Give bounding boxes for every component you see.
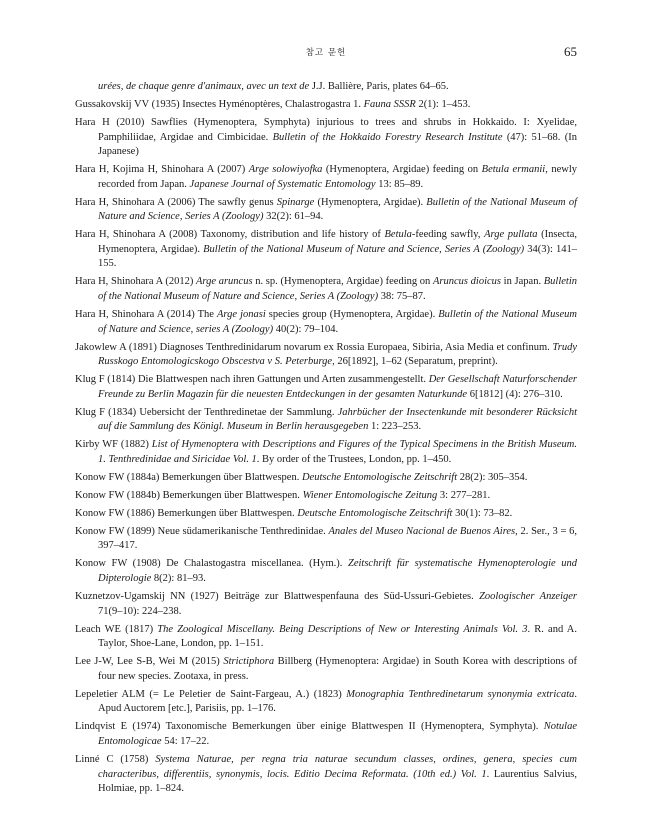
reference-text: 2(1): 1–453. — [415, 98, 471, 110]
reference-text: 54: 17–22. — [161, 735, 210, 747]
reference-text: Kuznetzov-Ugamskij NN (1927) Beiträge zur Blattwespenfauna des Süd-Ussuri-Gebietes. — [75, 591, 480, 603]
reference-italic-text: Arge pullata — [484, 229, 538, 241]
reference-text: in Japan. — [501, 276, 544, 288]
reference-entry — [75, 557, 577, 586]
reference-entry — [75, 507, 577, 522]
reference-text: J.J. Ballière, Paris, plates 64–65. — [309, 81, 449, 92]
reference-italic-text: Zeitschrift für systematische Hymenopterologie und Dipterologie — [98, 558, 577, 585]
reference-italic-text: Bulletin of the National Museum of Nature and Science, series A (Zoology) — [98, 309, 577, 335]
reference-text: 3: 277–281. — [437, 489, 491, 501]
reference-text: . Laurentius Salvius, Holmiae, pp. 1–824. — [98, 768, 578, 795]
reference-text: Hara H, Kojima H, Shinohara A (2007) — [75, 164, 249, 176]
reference-entry — [75, 373, 577, 402]
reference-entry — [75, 623, 577, 652]
reference-italic-text: Anales del Museo Nacional de Buenos Aires — [328, 525, 516, 537]
reference-entry — [75, 525, 577, 554]
reference-entry — [75, 655, 577, 684]
reference-text: n. sp. (Hymenoptera, Argidae) feeding on — [252, 276, 433, 288]
reference-entry — [75, 275, 577, 304]
reference-italic-text: Notulae Entomologicae — [98, 721, 577, 747]
reference-text: Konow FW (1884b) Bemerkungen über Blattwespen. — [75, 489, 303, 501]
reference-text: Hara H, Shinohara A (2006) The sawfly genus — [75, 196, 277, 208]
reference-entry — [75, 753, 577, 797]
reference-text: Konow FW (1884a) Bemerkungen über Blattwespen. — [75, 471, 302, 483]
reference-text: 34(3): 141–155. — [98, 243, 577, 270]
reference-text: , newly recorded from Japan. — [98, 164, 577, 190]
reference-italic-text: Deutsche Entomologische Zeitschrift — [301, 471, 458, 483]
reference-entry — [75, 438, 577, 467]
reference-text: (47): 51–68. (In Japanese) — [98, 131, 577, 158]
reference-list — [75, 80, 577, 800]
reference-text: Lindqvist E (1974) Taxonomische Bemerkungen über einige Blattwespen II (Hymenoptera, Symphyta). — [75, 721, 544, 733]
reference-italic-text: Strictiphora — [223, 656, 275, 668]
reference-text: Billberg (Hymenoptera: Argidae) in South Korea with descriptions of four new species. Zootaxa, in press. — [98, 656, 578, 682]
reference-text: . By order of the Trustees, London, pp. 1–450. — [256, 453, 452, 465]
page-header — [75, 44, 577, 62]
reference-text: 28(2): 305–354. — [457, 471, 528, 483]
reference-text: (Hymenoptera, Argidae) feeding on — [322, 164, 482, 176]
reference-text: . Apud Auctorem [etc.], Parisiis, pp. 1–176. — [98, 688, 577, 715]
reference-text: . R. and A. Taylor, Shoe-Lane, London, pp. 1–151. — [98, 623, 577, 650]
reference-text: Leach WE (1817) — [75, 623, 158, 635]
reference-entry — [75, 80, 577, 95]
reference-entry — [75, 163, 577, 192]
reference-italic-text: Bulletin of the National Museum of Nature and Science, Series A (Zoology) — [98, 196, 577, 223]
reference-italic-text: Monographia Tenthredinetarum synonymia extricata — [346, 688, 575, 700]
reference-text: 6[1812] (4): 276–310. — [467, 388, 563, 400]
reference-italic-text: Jahrbücher der Insectenkunde mit besonderer Rücksicht auf die Sammlung des Königl. Museum in Berlin herausgegeben — [98, 406, 577, 433]
reference-italic-text: Wiener Entomologische Zeitung — [302, 489, 438, 501]
reference-text: Lepeletier ALM (= Le Peletier de Saint-Fargeau, A.) (1823) — [75, 688, 347, 700]
reference-italic-text: Fauna SSSR — [363, 98, 416, 110]
reference-text: , 26[1892], 1–62 (Separatum, preprint). — [332, 356, 498, 368]
reference-italic-text: Deutsche Entomologische Zeitschrift — [297, 507, 453, 519]
reference-text: species group (Hymenoptera, Argidae). — [265, 309, 439, 321]
reference-text: 71(9–10): 224–238. — [98, 605, 182, 617]
reference-text: Lee J-W, Lee S-B, Wei M (2015) — [75, 656, 224, 668]
reference-entry — [75, 590, 577, 619]
running-head: 참고 문헌 — [305, 48, 347, 58]
reference-italic-text: Der Gesellschaft Naturforschender Freunde zu Berlin Magazin für die neuesten Entdeckungen in der gesamten Naturkunde — [98, 374, 577, 400]
reference-italic-text: urées, de chaque genre d'animaux, avec un text de — [98, 81, 310, 92]
reference-text: (Hymenoptera, Argidae). — [314, 196, 427, 208]
reference-italic-text: Bulletin of the National Museum of Nature and Science, Series A (Zoology) — [203, 243, 525, 255]
reference-entry — [75, 471, 577, 486]
reference-text: Hara H, Shinohara A (2012) — [75, 276, 197, 288]
reference-text: , 2. Ser., 3 = 6, 397–417. — [98, 525, 577, 552]
reference-entry — [75, 489, 577, 504]
reference-text: (Insecta, Hymenoptera, Argidae). — [98, 229, 577, 255]
reference-entry — [75, 98, 577, 113]
reference-text: Linné C (1758) — [75, 753, 156, 765]
reference-text: 38: 75–87. — [378, 291, 426, 303]
reference-italic-text: Zoologischer Anzeiger — [479, 591, 577, 603]
reference-text: 8(2): 81–93. — [151, 573, 206, 585]
reference-text: Gussakovskij VV (1935) Insectes Hyménoptères, Chalastrogastra 1. — [75, 98, 364, 110]
reference-entry — [75, 196, 577, 225]
reference-text: Kirby WF (1882) — [75, 439, 152, 451]
reference-entry — [75, 688, 577, 717]
reference-text: Hara H (2010) Sawflies (Hymenoptera, Symphyta) injurious to trees and shrubs in Hokkaido. I: Xyelidae, Pamphiliidae, Argidae and Cimbicidae. — [75, 116, 577, 143]
reference-italic-text: Systema Naturae, per regna tria naturae secundum classes, ordines, genera, species cum characteribus, differentiis, synonymis, locis. Editio Decima Reformata. (10th ed.) Vol. 1 — [98, 753, 577, 780]
reference-text: Klug F (1814) Die Blattwespen nach ihren Gattungen und Arten zusammengestellt. — [75, 374, 429, 386]
reference-italic-text: The Zoological Miscellany. Being Descriptions of New or Interesting Animals Vol. 3 — [157, 623, 528, 635]
reference-italic-text: Betula — [384, 229, 412, 241]
reference-entry — [75, 720, 577, 749]
reference-italic-text: Arge aruncus — [196, 276, 253, 288]
reference-italic-text: Arge solowiyofka — [248, 164, 323, 176]
page-number: 65 — [564, 44, 577, 59]
reference-entry — [75, 228, 577, 272]
reference-entry — [75, 406, 577, 435]
reference-text: 13: 85–89. — [375, 178, 424, 190]
reference-text: Konow FW (1908) De Chalastogastra miscellanea. (Hym.). — [75, 558, 349, 570]
reference-entry — [75, 308, 577, 337]
reference-text: Konow FW (1899) Neue südamerikanische Tenthredinidae. — [75, 525, 329, 537]
reference-text: -feeding sawfly, — [411, 229, 485, 241]
reference-text: Klug F (1834) Uebersicht der Tenthredinetae der Sammlung. — [75, 406, 338, 418]
reference-italic-text: Trudy Russkogo Entomologicskogo Obscestva v S. Peterburge — [98, 341, 577, 368]
reference-text: Hara H, Shinohara A (2008) Taxonomy, distribution and life history of — [75, 229, 385, 241]
reference-italic-text: List of Hymenoptera with Descriptions and Figures of the Typical Specimens in the British Museum. 1. Tenthredinidae and Siricidae Vol. 1 — [98, 439, 577, 465]
reference-italic-text: Bulletin of the National Museum of Nature and Science, Series A (Zoology) — [98, 276, 577, 303]
reference-italic-text: Japanese Journal of Systematic Entomology — [189, 178, 376, 190]
reference-italic-text: Spinarge — [276, 196, 315, 208]
reference-entry — [75, 341, 577, 370]
reference-entry — [75, 116, 577, 160]
reference-text: 40(2): 79–104. — [273, 323, 339, 335]
reference-italic-text: Arge jonasi — [217, 309, 266, 321]
reference-text: Jakowlew A (1891) Diagnoses Tenthredinidarum novarum ex Rossia Europaea, Sibiria, Asia Media et confinum. — [75, 341, 553, 353]
reference-text: 30(1): 73–82. — [452, 507, 513, 519]
reference-text: 1: 223–253. — [368, 421, 422, 433]
reference-italic-text: Bulletin of the Hokkaido Forestry Research Institute — [272, 131, 503, 143]
reference-text: Konow FW (1886) Bemerkungen über Blattwespen. — [75, 507, 298, 519]
reference-italic-text: Aruncus dioicus — [432, 276, 501, 288]
reference-text: Hara H, Shinohara A (2014) The — [75, 309, 218, 321]
reference-text: 32(2): 61–94. — [263, 211, 324, 223]
reference-italic-text: Betula ermanii — [481, 164, 546, 176]
